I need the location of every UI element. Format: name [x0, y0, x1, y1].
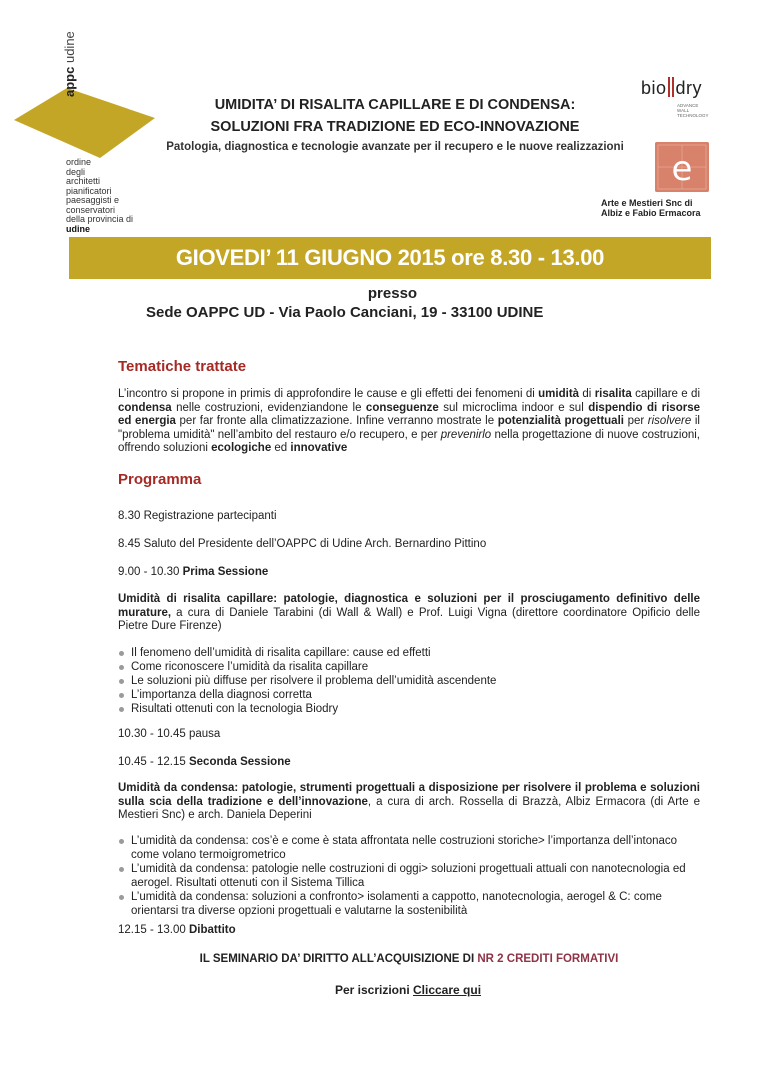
list-item: L’importanza della diagnosi corretta	[118, 688, 700, 702]
list-item: Risultati ottenuti con la tecnologia Biodry	[118, 702, 700, 716]
biodry-left: bio	[641, 78, 667, 98]
arte-mestieri-caption: Arte e Mestieri Snc di Albiz e Fabio Ermacora	[601, 198, 701, 218]
document-subtitle: SOLUZIONI FRA TRADIZIONE ED ECO-INNOVAZIONE	[210, 119, 580, 135]
session-2-topics	[118, 834, 700, 918]
oappc-org-line: conservatori	[66, 204, 116, 215]
list-item: Come riconoscere l’umidità da risalita capillare	[118, 660, 700, 674]
programma-heading: Programma	[118, 471, 202, 488]
biodry-divider	[672, 77, 674, 97]
list-item: Il fenomeno dell’umidità di risalita capillare: cause ed effetti	[118, 646, 700, 660]
agenda-session-1: 9.00 - 10.30 Prima Sessione	[118, 566, 269, 578]
document-title: UMIDITA’ DI RISALITA CAPILLARE E DI CONDENSA:	[214, 97, 576, 113]
agenda-pausa: 10.30 - 10.45 pausa	[118, 728, 221, 740]
credits-notice: IL SEMINARIO DA’ DIRITTO ALL’ACQUISIZIONE DI NR 2 CREDITI FORMATIVI	[199, 953, 619, 965]
agenda-saluto: 8.45 Saluto del Presidente dell’OAPPC di Udine Arch. Bernardino Pittino	[118, 538, 487, 550]
tematiche-heading: Tematiche trattate	[118, 358, 247, 375]
event-date: GIOVEDI’ 11 GIUGNO 2015 ore 8.30 - 13.00	[175, 245, 605, 270]
agenda-registrazione: 8.30 Registrazione partecipanti	[118, 510, 277, 522]
credits-highlight: NR 2 CREDITI FORMATIVI	[477, 953, 619, 965]
document-tagline: Patologia, diagnostica e tecnologie avanzate per il recupero e le nuove realizzazioni	[166, 141, 624, 153]
oappc-org-line: pianificatori	[66, 185, 112, 196]
arte-mestieri-logo	[655, 142, 709, 192]
session-1-topics	[118, 646, 700, 716]
document-title-block	[160, 97, 630, 153]
session-2-description: Umidità da condensa: patologie, strumenti progettuali a disposizione per risolvere il problema e soluzioni sulla scia della tradizione e dell’innovazione, a cura di arch. Rossella di Brazzà, Albiz Ermacora (di Arte e Mestieri Snc) e arch. Daniela Deperini	[118, 782, 700, 821]
list-item: L’umidità da condensa: cos’è e come è stata affrontata nelle costruzioni storiche> l’importanza dell’intonaco come volano termoigrometrico	[118, 834, 700, 862]
oappc-logo-shape	[14, 88, 155, 158]
biodry-divider	[668, 77, 670, 97]
registration-line: Per iscrizioni Cliccare qui	[334, 983, 482, 997]
tematiche-paragraph: L’incontro si propone in primis di approfondire le cause e gli effetti dei fenomeni di umidità di risalita capillare e di condensa nelle costruzioni, evidenziandone le conseguenze sul microclima indoor e sul dispendio di risorse ed energia per far fronte alla climatizzazione. Infine verranno mostrate le potenzialità progettuali per risolvere il "problema umidità" nell’ambito del restauro e/o recupero, e per prevenirlo nella progettazione di nuove costruzioni, offrendo soluzioni ecologiche ed innovative	[118, 388, 700, 454]
oappc-abbrev: appc	[62, 66, 77, 97]
register-link[interactable]: Cliccare qui	[413, 983, 482, 997]
oappc-org-line: paesaggisti e	[66, 195, 120, 205]
oappc-org-line: architetti	[66, 176, 101, 186]
oappc-org-name	[66, 158, 161, 234]
oappc-city: udine	[62, 31, 77, 64]
oappc-org-line: della provincia di	[66, 214, 134, 224]
arte-mestieri-mark	[655, 142, 709, 192]
agenda-dibattito: 12.15 - 13.00 Dibattito	[118, 924, 236, 936]
date-banner	[69, 237, 711, 279]
agenda-session-2: 10.45 - 12.15 Seconda Sessione	[118, 756, 291, 768]
arte-letter: e	[671, 149, 693, 189]
oappc-org-line: degli	[66, 166, 86, 177]
biodry-tagline: ADVANCE WALL TECHNOLOGY	[677, 103, 709, 118]
session-1-description: Umidità di risalita capillare: patologie, diagnostica e soluzioni per il prosciugamento definitivo delle murature, a cura di Daniele Tarabini (di Wall & Wall) e Prof. Luigi Vigna (direttore coordinatore Opificio delle Pietre Dure Firenze)	[118, 593, 700, 632]
list-item: L’umidità da condensa: patologie nelle costruzioni di oggi> soluzioni progettuali attuali con nanotecnologia ed aerogel. Risultati ottenuti con il Sistema Tillica	[118, 862, 700, 890]
biodry-right: dry	[675, 78, 703, 98]
oappc-logo-wordmark	[62, 31, 77, 97]
presso-label: presso	[367, 285, 418, 302]
oappc-org-line: udine	[66, 223, 90, 234]
list-item: Le soluzioni più diffuse per risolvere il problema dell’umidità ascendente	[118, 674, 700, 688]
oappc-org-line: ordine	[66, 157, 92, 167]
biodry-logo	[641, 77, 721, 127]
list-item: L’umidità da condensa: soluzioni a confronto> isolamenti a cappotto, nanotecnologia, aerogel & C: come orientarsi tra diverse opzioni progettuali e valutarne la sostenibilità	[118, 890, 700, 918]
event-venue: Sede OAPPC UD - Via Paolo Canciani, 19 - 33100 UDINE	[146, 304, 544, 321]
